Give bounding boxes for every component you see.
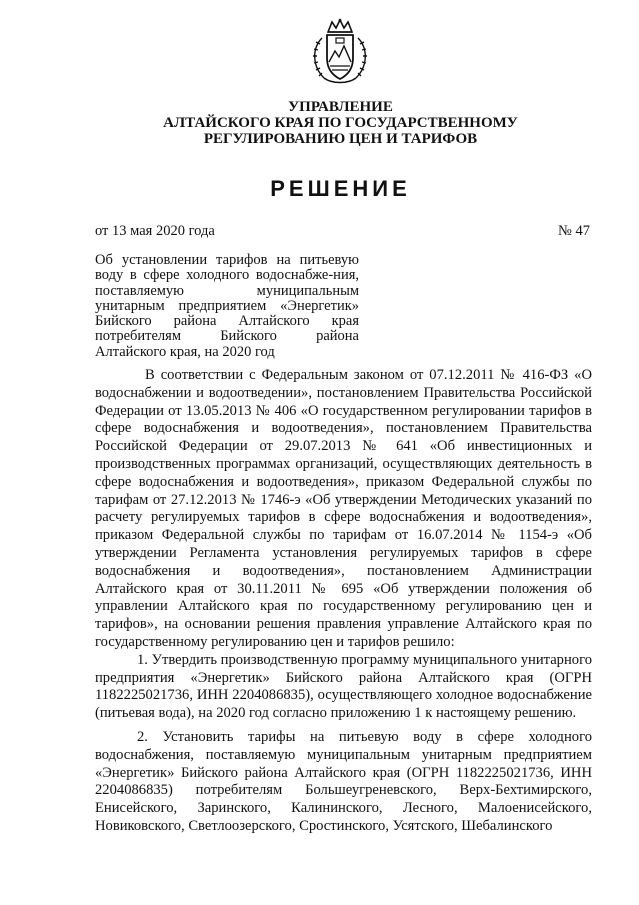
document-type-title: РЕШЕНИЕ: [270, 176, 411, 201]
document-subject: Об установлении тарифов на питьевую воду в сфере холодного водоснабже-ния, поставляемую муниципальным унитарным предприятием «Энергетик» Бийского района Алтайского края потребителям Бийского района Алтайского края, на 2020 год: [95, 252, 359, 360]
item-1-paragraph: 1. Утвердить производственную программу муниципального унитарного предприятия «Энергетик» Бийского района Алтайского края (ОГРН 1182225021736, ИНН 2204086835), осуществляющего холодное водоснабжение (питьевая вода), на 2020 год согласно приложению 1 к настоящему решению.: [95, 651, 592, 722]
item-2-paragraph: 2. Установить тарифы на питьевую воду в сфере холодного водоснабжения, поставляемую муниципальным унитарным предприятием «Энергетик» Бийского района Алтайского края (ОГРН 1182225021736, ИНН 2204086835) потребителям Большеугреневского, Верх-Бехтимирского, Енисейского, Заринского, Калининского, Лесного, Малоенисейского, Новиковского, Светлоозерского, Сростинского, Усятского, Шебалинского: [95, 728, 592, 834]
document-number: № 47: [558, 223, 590, 239]
document-body: [95, 367, 592, 836]
preamble-paragraph: В соответствии с Федеральным законом от 07.12.2011 № 416-ФЗ «О водоснабжении и водоотведении», постановлением Правительства Российской Федерации от 13.05.2013 № 406 «О государственном регулировании тарифов в сфере водоснабжения и водоотведения», постановлением Правительства Российской Федерации от 29.07.2013 № 641 «Об инвестиционных и производственных программах организаций, осуществляющих деятельность в сфере водоснабжения и водоотведения», приказом Федеральной службы по тарифам от 27.12.2013 № 1746-э «Об утверждении Методических указаний по расчету регулируемых тарифов в сфере водоснабжения и водоотведения», приказом Федеральной службы по тарифам от 16.07.2014 № 1154-э «Об утверждении Регламента установления регулируемых тарифов в сфере водоснабжения и водоотведения», постановлением Администрации Алтайского края от 30.11.2011 № 695 «Об утверждении положения об управлении Алтайского края по государственному регулированию цен и тарифов», на основании решения правления управление Алтайского края по государственному регулированию цен и тарифов решило:: [95, 367, 592, 650]
org-line-3: РЕГУЛИРОВАНИЮ ЦЕН И ТАРИФОВ: [203, 131, 478, 147]
issuing-authority: [0, 99, 639, 147]
coat-of-arms-icon: [308, 18, 372, 86]
document-date: от 13 мая 2020 года: [95, 223, 215, 239]
org-line-1: УПРАВЛЕНИЕ: [288, 99, 393, 115]
org-line-2: АЛТАЙСКОГО КРАЯ ПО ГОСУДАРСТВЕННОМУ: [163, 115, 518, 131]
